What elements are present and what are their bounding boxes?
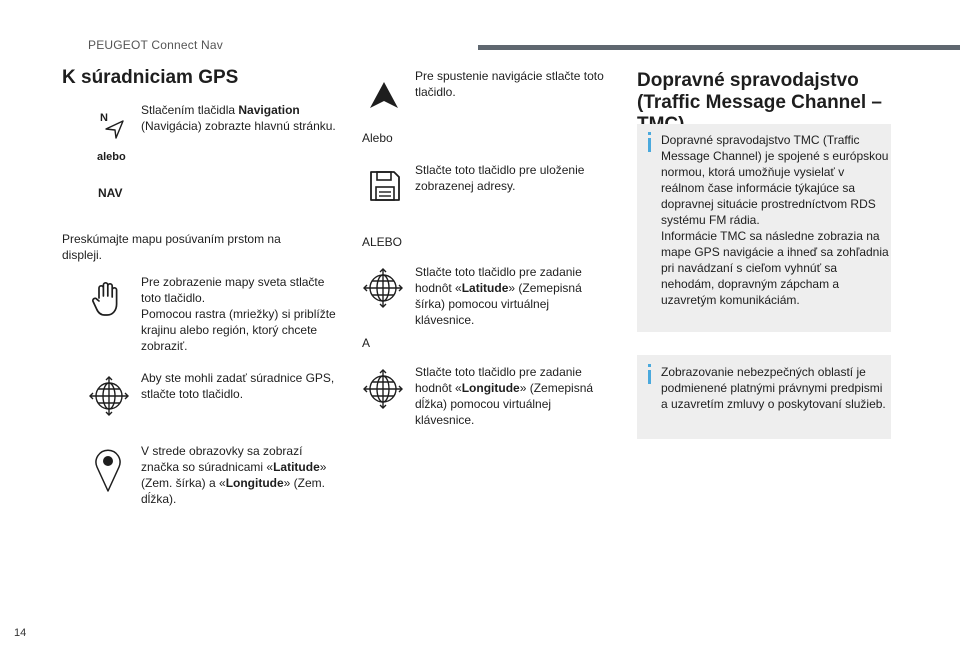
nav-button-label: NAV [98, 186, 123, 200]
page-number: 14 [14, 627, 27, 639]
header-bar [478, 45, 960, 50]
running-header: PEUGEOT Connect Nav [88, 38, 223, 52]
start-navigation-text: Pre spustenie navigácie stlačte toto tlačidlo. [415, 69, 604, 99]
alebo-caps-label: ALEBO [362, 235, 403, 249]
info-icon [648, 138, 651, 152]
latitude-input-text: Stlačte toto tlačidlo pre zadanie hodnôt «Latitude» (Zemepisná šírka) pomocou virtuálnej klávesnice. [415, 265, 582, 327]
tmc-info-text: Dopravné spravodajstvo TMC (Traffic Message Channel) je spojené s európskou normou, ktorá umožňuje vysielať v reálnom čase informácie týkajúce sa dopravnej situácie prostredníctvom RDS systému FM rádia. Informácie TMC sa následne zobrazia na mape GPS navigácie a ihneď sa zohľadnia pri navádzaní s cieľom vyhnúť sa nehodám, dopravným zápcham a uzavretým komunikáciám. [661, 133, 889, 307]
navigation-text: Stlačením tlačidla Navigation (Navigácia) zobrazte hlavnú stránku. [141, 103, 336, 133]
info-icon [648, 370, 651, 384]
gps-coordinates-text: Aby ste mohli zadať súradnice GPS, stlačte toto tlačidlo. [141, 371, 335, 401]
start-navigation-icon [368, 80, 400, 110]
marker-coordinates-text: V strede obrazovky sa zobrazí značka so súradnicami «Latitude» (Zem. šírka) a «Longitude» (Zem. dĺžka). [141, 444, 327, 506]
alebo-label: alebo [97, 151, 126, 163]
a-label: A [362, 336, 371, 350]
longitude-input-text: Stlačte toto tlačidlo pre zadanie hodnôt «Longitude» (Zemepisná dĺžka) pomocou virtuálnej klávesnice. [415, 365, 594, 427]
navigation-arrow-icon [103, 118, 125, 140]
explore-map-text: Preskúmajte mapu posúvaním prstom na displeji. [62, 232, 281, 262]
n-letter: N [100, 112, 108, 124]
map-pin-icon [94, 447, 122, 493]
hazard-info-text: Zobrazovanie nebezpečných oblastí je podmienené platnými právnymi predpismi a uzavretím zmluvy o poskytovaní služieb. [661, 365, 886, 411]
hand-icon [90, 280, 124, 318]
save-address-text: Stlačte toto tlačidlo pre uloženie zobrazenej adresy. [415, 163, 585, 193]
section-heading-gps: K súradniciam GPS [62, 67, 239, 88]
globe-grid-icon [88, 375, 130, 417]
globe-grid-latitude-icon [362, 267, 404, 309]
save-icon [367, 168, 403, 204]
section-heading-tmc: Dopravné spravodajstvo (Traffic Message Channel – [637, 70, 882, 113]
alebo-label-middle: Alebo [362, 131, 393, 145]
world-map-text: Pre zobrazenie mapy sveta stlačte toto tlačidlo. Pomocou rastra (mriežky) si priblížte krajinu alebo región, ktorý chcete zobraziť. [141, 275, 336, 353]
globe-grid-longitude-icon [362, 368, 404, 410]
